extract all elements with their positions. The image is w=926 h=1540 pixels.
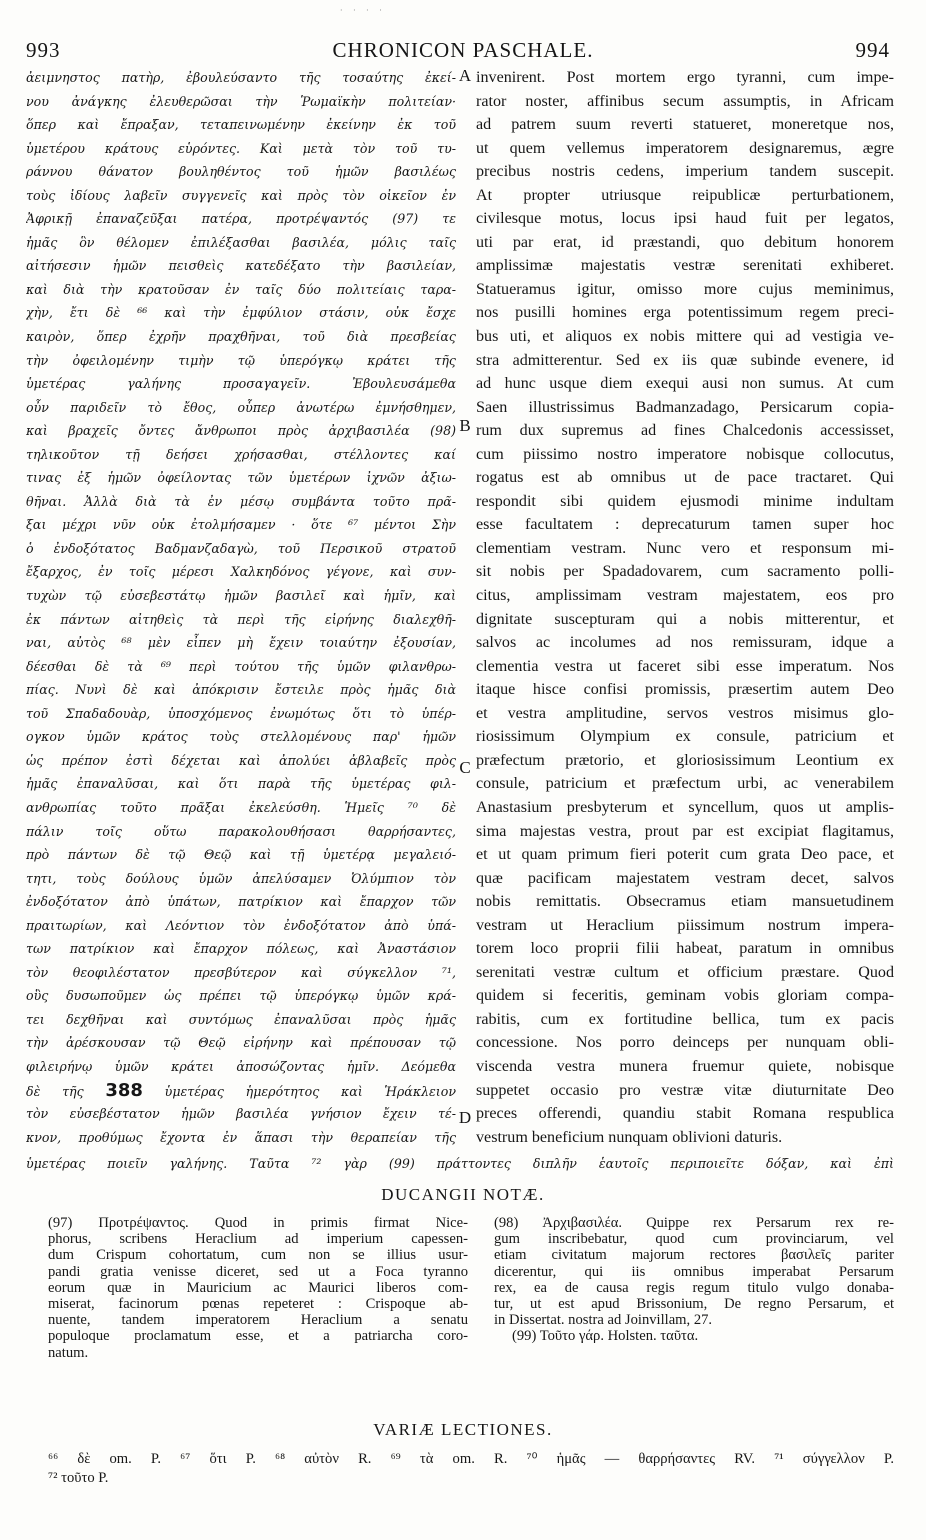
latin-text-line: nos pusilli homines erga potentissimum regem preci- — [476, 304, 894, 322]
greek-text-line: Ἀφρικῇ ἐπαναζεῦξαι πατέρα, προτρέψαντός (97) τε — [26, 211, 456, 227]
latin-text-line: rator noster, affinibus secum assumptis, in Africam — [476, 92, 894, 110]
latin-text-line: torem loco proprii filii habeat, paratum in omnibus — [476, 940, 894, 958]
greek-text-line: καὶ βραχεῖς ὄντες ἄνθρωποι πρὸς ἀρχιβασιλέα (98) — [26, 423, 456, 439]
greek-text-line: τὴν ὀφειλομένην τιμὴν τῷ ὑπερόγκῳ κράτει τῆς — [26, 352, 456, 368]
latin-text-line: bus uti, et aliquos ex nobis mittere qui ad vestigia ve- — [476, 328, 894, 346]
greek-text-line: ἀειμνηστος πατὴρ, ἐβουλεύσαντο τῆς τοσαύτης ἐκεί- — [26, 70, 456, 85]
variae-lectiones — [48, 1450, 894, 1488]
inline-page-number: 388 — [105, 1079, 143, 1101]
note-line: phorus, scribens Heraclium ad imperium capessen- — [48, 1231, 468, 1248]
greek-text-line: τει δεχθῆναι καὶ συντόμως ἐπαναλῦσαι πρὸς ἡμᾶς — [26, 1011, 456, 1027]
margin-letter-b: B — [459, 416, 471, 435]
note-line: populoque proclamatum esse, et a patriarcha coro- — [48, 1328, 468, 1345]
note-line: (97) Προτρέψαντος. Quod in primis firmat Nice- — [48, 1215, 468, 1231]
notes-heading: DUCANGII NOTÆ. — [381, 1185, 545, 1204]
page-number-right: 994 — [855, 38, 890, 62]
greek-text-line: κνον, προθύμως ἔχοντα ἐν ἅπασι τὴν θεραπείαν τῆς — [26, 1129, 456, 1145]
greek-text-line: τὴν ἀρέσκουσαν τῷ Θεῷ εἰρήνην καὶ πρέπουσαν τῷ — [26, 1035, 456, 1051]
greek-text-line: ανθρωπίας τοῦτο πρᾶξαι ἐκελεύσθη. Ἡμεῖς ⁷⁰ δὲ — [26, 799, 456, 815]
greek-text-line: καιρὸν, ὅπερ ἐχρῆν πραχθῆναι, τοῦ διὰ πρεσβείας — [26, 329, 456, 345]
greek-text-line: ὡς πρέπον ἐστὶ δέχεται καὶ ἀπολύει ἀβλαβεῖς πρὸς — [26, 752, 456, 768]
latin-text-line: et vestra amplitudine, servos vestros misimus glo- — [476, 704, 894, 722]
greek-column — [26, 66, 456, 1149]
greek-text-line: ἔξαρχος, ἐν τοῖς μέρεσι Χαλκηδόνος γέγονε, καὶ συν- — [26, 564, 456, 580]
latin-text-line: itaque hisce confisi promissis, præsertim autem Deo — [476, 681, 894, 699]
latin-text-line: quæ pacificam majestatem vestram decet, salvos — [476, 869, 894, 887]
greek-text-line: πρὸ πάντων δὲ τῷ Θεῷ καὶ τῇ ὑμετέρᾳ μεγαλειό- — [26, 847, 456, 863]
margin-letter-c: C — [459, 758, 471, 777]
greek-text-line: καὶ διὰ τὴν κρατοῦσαν ἐν ταῖς δύο πολιτείαις ταρα- — [26, 281, 456, 297]
latin-text-line: rum dux supremus ad fines Chalcedonis accessisset, — [476, 422, 894, 440]
notes-right-column — [494, 1215, 894, 1345]
note-line: eorum quæ in Mauricium ac Maurici liberos com- — [48, 1279, 468, 1296]
latin-text-line: precibus nostris cedens, imperium tandem suscepit. — [476, 163, 894, 181]
latin-text-line: salvos ac incolumes ad nos remissuram, idque a — [476, 634, 894, 652]
greek-text-line: δέεσθαι δὲ τὰ ⁶⁹ περὶ τούτου τῆς ὑμῶν φιλανθρω- — [26, 658, 456, 674]
latin-text-line: stra admitterentur. Sed ex iis quæ subinde evenere, id — [476, 351, 894, 369]
latin-text-line: Anastasium presbyterum et syncellum, quos ut amplis- — [476, 798, 894, 816]
latin-text-line: amplissimæ majestatis vestræ serenitati exhiberet. — [476, 257, 894, 275]
note-line: (98) Ἀρχιβασιλέα. Quippe rex Persarum rex re- — [494, 1215, 894, 1231]
greek-text-line: τινας ἐξ ἡμῶν ὀφείλοντας τῶν ὑμετέρων ἰχνῶν ἀξιω- — [26, 470, 456, 486]
latin-text-line: clementia vestra ut faceret sibi esse imperatum. Nos — [476, 657, 894, 675]
note-line: etiam civitatum majorum rectores βασιλεῖς pariter — [494, 1247, 894, 1264]
latin-text-line: vestrum beneficium nunquam oblivioni daturis. — [476, 1128, 783, 1146]
greek-text-line: τητι, τοὺς δούλους ὑμῶν ἀπελύσαμεν Ὀλύμπιον τὸν — [26, 870, 456, 886]
note-line: (99) Τοῦτο γάρ. Holsten. ταῦτα. — [512, 1328, 699, 1345]
latin-text-line: Saen illustrissimus Badmanzadago, Persicarum copia- — [476, 398, 894, 416]
greek-text-line: πάλιν τοῖς οὕτω παρακολουθήσασι θαρρήσαντες, — [26, 823, 456, 839]
greek-text-line: τὸν θεοφιλέστατον πρεσβύτερον καὶ σύγκελλον ⁷¹, — [26, 964, 456, 980]
running-title: CHRONICON PASCHALE. — [332, 38, 594, 62]
note-line: pandi gratia venisse diceret, sed ut a Foca tyranno — [48, 1263, 468, 1280]
greek-text-line: ὅπερ καὶ ἔπραξαν, τεταπεινωμένην ἐκείνην ἐκ τοῦ — [26, 117, 456, 133]
latin-text-line: dignitate suscepturam qui a nobis mitterentur, et — [476, 610, 894, 628]
greek-text-line: πραιτωρίων, καὶ Λεόντιον τὸν ἐνδοξότατον ἀπὸ ὑπά- — [26, 917, 456, 933]
greek-text-line: τὸν εὐσεβέστατον ἡμῶν βασιλέα γνήσιον ἔχειν τέ- — [26, 1106, 456, 1122]
note-line: in Dissertat. nostra ad Joinvillam, 27. — [494, 1312, 713, 1329]
latin-text-line: suppetet occasio pro vestræ vitæ diuturnitate Deo — [476, 1081, 894, 1099]
latin-text-line: et ut quam primum fieri poterit cum grata Deo pace, et — [476, 846, 894, 864]
latin-text-line: cum piissimo nostro imperatore nobisque collocutus, — [476, 445, 894, 463]
page-header — [0, 38, 926, 68]
latin-column — [476, 66, 894, 1149]
latin-text-line: uti par erat, id præstandi, quo debitum honorem — [476, 233, 894, 251]
full-width-line: ὑμετέρας ποιεῖν γαλήνης. Ταῦτα ⁷² γὰρ (99) πράττοντες διπλῆν ἑαυτοῖς περιποιεῖτε δόξαν, καὶ ἐπὶ — [26, 1156, 894, 1171]
top-mark: · · · · — [340, 6, 386, 15]
latin-text-line: respondit sibi quidem ejusmodi minime indultam — [476, 492, 894, 510]
latin-text-line: viscenda vestra munera fruemur quiete, nobisque — [476, 1057, 894, 1075]
greek-text-line: δὲ τῆς 388 ὑμετέρας ἡμερότητος καὶ Ἡράκλειον — [26, 1079, 456, 1101]
greek-text-line: νου ἀνάγκης ἐλευθερῶσαι τὴν Ῥωμαϊκὴν πολιτείαν· — [26, 93, 456, 109]
greek-text-line: ὑμετέρας γαλήνης προσαγαγεῖν. Ἐβουλευσάμεθα — [26, 376, 456, 392]
greek-text-line: οὖν παριδεῖν τὸ ἔθος, οὗπερ ἀνωτέρω ἐμνήσθημεν, — [26, 399, 456, 415]
greek-text-line: τοὺς ἰδίους λαβεῖν συγγενεῖς καὶ πρὸς τὸν οἰκεῖον ἐν — [26, 187, 456, 203]
latin-text-line: concessione. Nos porro deinceps per nunquam obli- — [476, 1034, 894, 1052]
latin-text-line: esse facultatem : deprecaturum tamen super hoc — [476, 516, 894, 534]
page-number-left: 993 — [26, 38, 61, 62]
latin-text-line: Statueramus igitur, omisso more cujus meminimus, — [476, 280, 894, 298]
note-line: dicerentur, qui iis omnibus imperabat Persarum — [494, 1263, 894, 1280]
latin-text-line: serenitati vestræ cultum et officium præstare. Quod — [476, 963, 894, 981]
greek-text-line: ἐνδοξότατον ἀπὸ ὑπάτων, πατρίκιον καὶ ἔπαρχον τῶν — [26, 894, 456, 910]
latin-text-line: civilesque motus, locus ipsi haud fuit per legatos, — [476, 210, 894, 228]
greek-text-line: θῆναι. Ἀλλὰ διὰ τὰ ἐν μέσῳ συμβάντα τοῦτο πρᾶ- — [26, 493, 456, 509]
note-line: tur, ut est apud Brissonium, De regno Persarum, et — [494, 1295, 894, 1312]
greek-text-line: ὁ ἐνδοξότατος Βαδμανζαδαγὼ, τοῦ Περσικοῦ στρατοῦ — [26, 540, 456, 556]
latin-text-line: citus, amplissimam vestram majestatem, eos pro — [476, 587, 894, 605]
greek-text-line: των πατρίκιον καὶ ἔπαρχον πόλεως, καὶ Ἀναστάσιον — [26, 941, 456, 957]
variae-heading: VARIÆ LECTIONES. — [373, 1420, 553, 1439]
margin-letter-d: D — [458, 1108, 472, 1127]
variant-reading-line: ⁶⁶ δὲ om. P. ⁶⁷ ὅτι P. ⁶⁸ αὐτὸν R. ⁶⁹ τὰ om. R. ⁷⁰ ἡμᾶς — θαρρήσαντες RV. ⁷¹ σύγγελλον P. — [48, 1451, 894, 1467]
greek-text-line: ογκον ὑμῶν κράτος τοὺς στελλομένους παρ' ἡμῶν — [26, 729, 456, 745]
greek-text-line: τυχὼν τῷ εὐσεβεστάτῳ ἡμῶν βασιλεῖ καὶ ἡμῖν, καὶ — [26, 588, 456, 604]
latin-text-line: clementiam vestram. Nunc vero et responsum mi- — [476, 539, 894, 557]
greek-text-line: τηλικοῦτον τῇ δεήσει χρήσασθαι, στέλλοντες καί — [26, 446, 456, 462]
greek-text-line: πίας. Νυνὶ δὲ καὶ ἀπόκρισιν ἔστειλε πρὸς ἡμᾶς διὰ — [26, 682, 456, 698]
latin-text-line: riosissimum Olympium ex consule, patricium et — [476, 728, 894, 746]
greek-text-line: ἡμᾶς ἐπαναλῦσαι, καὶ ὅτι παρὰ τῆς ὑμετέρας φιλ- — [26, 776, 456, 792]
latin-text-line: præfectum prætorio, et gloriosissimum Leontium ex — [476, 751, 894, 769]
greek-text-line: χὴν, ἔτι δὲ ⁶⁶ καὶ τὴν ἐμφύλιον στάσιν, οὐκ ἔσχε — [26, 305, 456, 321]
greek-text-line: αἰτήσεσιν ἡμῶν πεισθεὶς κατεδέξατο τὴν βασιλείαν, — [26, 258, 456, 274]
latin-text-line: sit nobis per Spadadovarem, cum sacramento polli- — [476, 563, 894, 581]
latin-text-line: rabitis, cum ex fortitudine bellica, tum ex pacis — [476, 1010, 894, 1028]
note-line: rex, ea de causa regis regum titulo vulgo donaba- — [494, 1279, 894, 1296]
notes-left-column — [48, 1215, 468, 1361]
greek-text-line: ἡμᾶς ὃν θέλομεν ἐπιλέξασθαι βασιλέα, μόλις ταῖς — [26, 234, 456, 250]
variant-reading-line: ⁷² τοῦτο P. — [48, 1470, 109, 1486]
latin-text-line: rogatus est ab omnibus ut de pace tractaret. Qui — [476, 469, 894, 487]
note-line: miserat, facinorum pœnas repeteret : Crispoque ab- — [48, 1295, 468, 1312]
note-line: natum. — [48, 1344, 89, 1361]
note-line: gum inscribebatur, quod cum provinciarum, vel — [494, 1231, 894, 1248]
latin-text-line: nobis remittatis. Obsecramus etiam mansuetudinem — [476, 893, 894, 911]
greek-text-line: ράννου θάνατον βουληθέντος τοῦ ἡμῶν βασιλέως — [26, 164, 456, 180]
latin-text-line: preces offerendi, quandiu stabit Romana respublica — [476, 1105, 894, 1123]
note-line: dum Crispum cohortatum, cum non se illius usur- — [48, 1247, 468, 1264]
greek-text-line: ξαι μέχρι νῦν οὐκ ἐτολμήσαμεν · ὅτε ⁶⁷ μέντοι Σὴν — [26, 517, 456, 533]
latin-text-line: ad patrem suum reverti statueret, moneretque nos, — [476, 116, 894, 134]
greek-text-line: τοῦ Σπαδαδουὰρ, ὑποσχόμενος ἐνωμότως ὅτι τὸ ὑπέρ- — [26, 705, 456, 721]
margin-letter-a: A — [458, 66, 472, 85]
latin-text-line: ut quem vellemus imperatorem designaremus, ægre — [476, 139, 894, 157]
latin-text-line: vestram ut Heraclium piissimum nostrum impera- — [476, 916, 894, 934]
latin-text-line: At propter utriusque reipublicæ perturbationem, — [476, 186, 894, 204]
greek-text-line: ἐκ πάντων αἰτηθεὶς τὰ περὶ τῆς εἰρήνης διαλεχθῆ- — [26, 611, 456, 627]
latin-text-line: ad hunc usque diem exequi ausi non sumus. At cum — [476, 375, 894, 393]
note-line: nuente, tandem imperatorem Heraclium a senatu — [48, 1312, 468, 1329]
greek-text-line: ὑμετέρου κράτους εὑρόντες. Καὶ μετὰ τὸν τοῦ τυ- — [26, 140, 456, 156]
latin-text-line: consule, patricium et præfectum urbi, ac venerabilem — [476, 775, 894, 793]
greek-text-line: φιλειρήνῳ ὑμῶν κράτει ἀποσώζοντας ἡμῖν. Δεόμεθα — [26, 1058, 456, 1074]
latin-text-line: quidem si feceritis, geminam vobis gloriam compa- — [476, 987, 894, 1005]
greek-text-line: ναι, αὐτὸς ⁶⁸ μὲν εἶπεν μὴ ἔχειν τοιαύτην ἐξουσίαν, — [26, 635, 456, 651]
greek-text-line: οὓς δυσωποῦμεν ὡς πρέπει τῷ ὑπερόγκῳ ὑμῶν κρά- — [26, 988, 456, 1004]
latin-text-line: invenirent. Post mortem ergo tyranni, cum impe- — [476, 69, 894, 86]
latin-text-line: sima majestas vestra, prout par est excipiat flagitamus, — [476, 822, 894, 840]
